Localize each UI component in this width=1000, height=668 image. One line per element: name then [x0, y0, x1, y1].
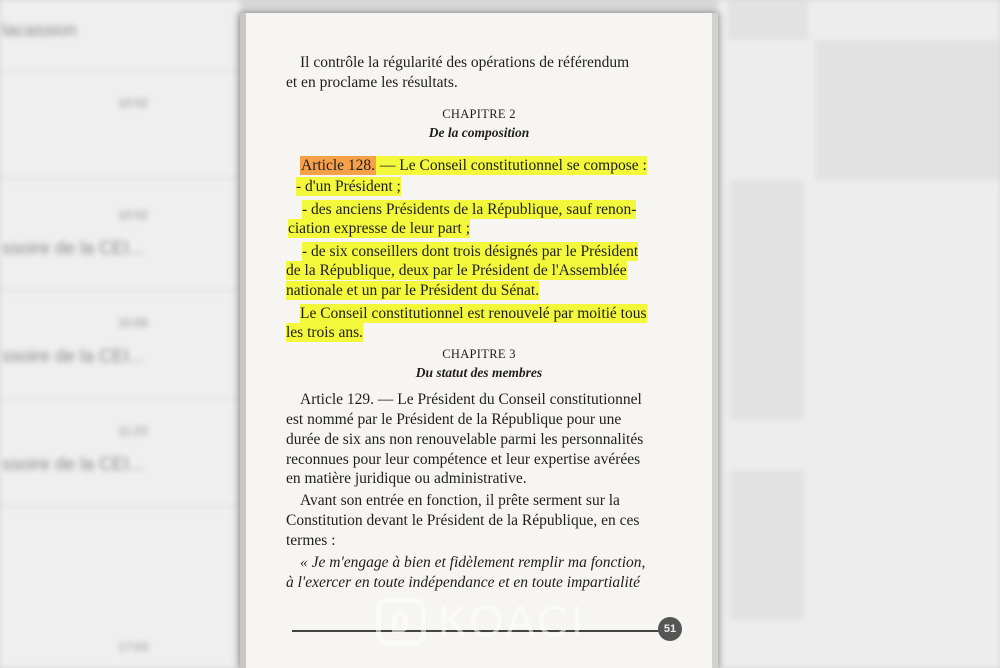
background-screenshot: lacassion 10:02 10:02 ssoire de la CEI... 10:05 ssoire de la CEI... 11:23 ssoire de la CEI... 17:03 [0, 0, 1000, 668]
page-number: 51 [658, 617, 682, 641]
highlighted-line: - des anciens Présidents de la République, sauf renon- [302, 201, 637, 218]
text-line: et en proclame les résultats. [286, 74, 458, 91]
chapter-heading: CHAPITRE 3 [442, 347, 516, 361]
article-label: Article 128. [301, 157, 376, 174]
highlighted-line: ciation expresse de leur part ; [288, 220, 471, 237]
highlighted-line: - d'un Président ; [296, 178, 401, 195]
text-line: termes : [286, 532, 336, 549]
text-line: en matière juridique ou administrative. [286, 470, 527, 487]
background-block [728, 0, 808, 40]
text-line: reconnues pour leur compétence et leur expertise avérées [286, 451, 641, 468]
book-page [240, 13, 718, 668]
watermark-text: KOACI [438, 597, 585, 646]
background-block [730, 470, 805, 620]
chapter-subtitle: De la composition [428, 125, 530, 140]
text-line: Article 129. — Le Président du Conseil constitutionnel [300, 391, 642, 408]
article-128-heading: Article 128. — Le Conseil constitutionnel se compose : [301, 157, 647, 174]
quote-line: à l'exercer en toute indépendance et en toute impartialité [286, 574, 640, 591]
chapter-subtitle: Du statut des membres [415, 365, 543, 380]
text-line: est nommé par le Président de la République pour une [286, 411, 622, 428]
highlighted-line: les trois ans. [286, 324, 364, 341]
background-block [815, 40, 1000, 180]
quote-line: « Je m'engage à bien et fidèlement remplir ma fonction, [300, 554, 646, 571]
koaci-watermark [376, 596, 616, 648]
highlighted-line: nationale et un par le Président du Sénat. [286, 282, 540, 299]
koaci-logo-icon [376, 598, 426, 646]
divider [0, 290, 240, 291]
highlighted-line: - de six conseillers dont trois désignés par le Président [302, 243, 639, 260]
divider [0, 398, 240, 399]
divider [0, 506, 240, 507]
highlighted-line: de la République, deux par le Président de l'Assemblée [286, 262, 627, 279]
text-line: durée de six ans non renouvelable parmi les personnalités [286, 431, 644, 448]
divider [0, 70, 240, 71]
text-line: Il contrôle la régularité des opérations de référendum [300, 54, 630, 71]
chapter-heading: CHAPITRE 2 [442, 107, 516, 121]
background-block [730, 180, 805, 420]
text-line: Constitution devant le Président de la République, en ces [286, 512, 640, 529]
divider [0, 178, 240, 179]
text-line: Avant son entrée en fonction, il prête serment sur la [300, 492, 620, 509]
highlighted-line: Le Conseil constitutionnel est renouvelé par moitié tous [300, 305, 647, 322]
